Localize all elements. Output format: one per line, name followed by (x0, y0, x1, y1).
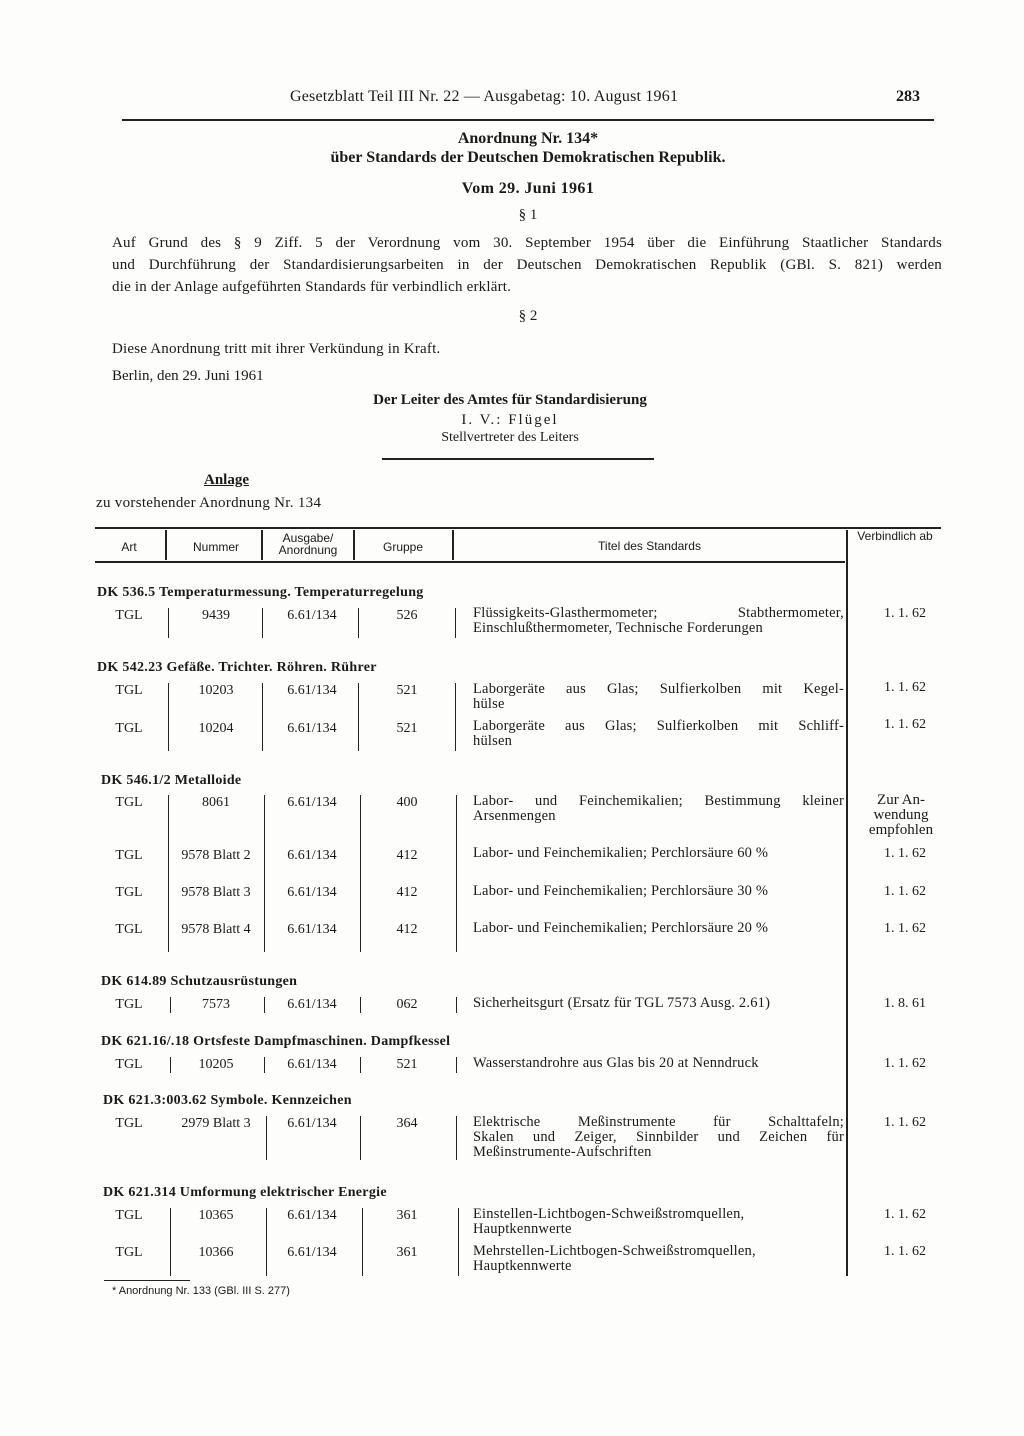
group-heading: DK 614.89 Schutzausrüstungen (101, 974, 298, 989)
cell-verbindlich: Zur An- wendung empfohlen (868, 792, 934, 838)
cell-nummer: 10204 (198, 721, 234, 736)
group-heading: DK 546.1/2 Metalloide (101, 773, 242, 788)
section-1-paragraph (112, 232, 942, 298)
cell-verbindlich: 1. 8. 61 (884, 996, 926, 1011)
cell-titel (473, 884, 844, 899)
footnote-rule (104, 1280, 190, 1281)
row-divider (458, 1208, 459, 1276)
cell-nummer: 10366 (198, 1245, 234, 1260)
row-divider (170, 1208, 171, 1276)
row-divider (360, 795, 361, 952)
cell-gruppe: 361 (396, 1208, 418, 1223)
cell-ausgabe: 6.61/134 (287, 848, 337, 863)
row-divider (264, 795, 265, 952)
row-divider (456, 997, 457, 1013)
cell-art: TGL (115, 795, 143, 810)
titel-line: Labor- und Feinchemikalien; Perchlorsäure 30 % (473, 883, 769, 899)
cell-art: TGL (115, 683, 143, 698)
titel-line: Labor- und Feinchemikalien; Perchlorsäure 20 % (473, 920, 769, 936)
signature-rule (382, 458, 654, 460)
document-title: Anordnung Nr. 134* (457, 130, 599, 147)
titel-line: Labor- und Feinchemikalien; Perchlorsäure 60 % (473, 845, 769, 861)
signature-role: Stellvertreter des Leiters (441, 430, 579, 445)
cell-titel (473, 846, 844, 861)
cell-nummer: 8061 (202, 795, 230, 810)
cell-titel (473, 1115, 844, 1160)
cell-ausgabe: 6.61/134 (287, 683, 337, 698)
column-header-gruppe: Gruppe (382, 540, 424, 554)
cell-gruppe: 400 (396, 795, 418, 810)
annex-subtitle: zu vorstehender Anordnung Nr. 134 (96, 495, 322, 511)
cell-titel (473, 606, 844, 636)
row-divider (456, 795, 457, 952)
row-divider (362, 1208, 363, 1276)
cell-titel (473, 996, 844, 1011)
cell-verbindlich: 1. 1. 62 (884, 606, 926, 621)
titel-line: Laborgeräte aus Glas; Sulfierkolben mit Kegel- (473, 681, 844, 697)
signature-office: Der Leiter des Amtes für Standardisierung (373, 392, 647, 408)
row-divider (168, 608, 169, 638)
titel-line: Elektrische Meßinstrumente für Schalttafeln; (473, 1114, 844, 1130)
column-header-art: Art (121, 540, 137, 554)
cell-verbindlich: 1. 1. 62 (884, 1056, 926, 1071)
cell-titel (473, 1244, 844, 1274)
cell-gruppe: 364 (396, 1116, 418, 1131)
titel-line: Sicherheitsgurt (Ersatz für TGL 7573 Ausg. 2.61) (473, 995, 771, 1011)
paragraph-line: und Durchführung der Standardisierungsarbeiten in der Deutschen Demokratischen Republik (GBl. S. 821) werden (112, 257, 942, 273)
cell-ausgabe: 6.61/134 (287, 721, 337, 736)
cell-gruppe: 062 (396, 997, 418, 1012)
cell-verbindlich: 1. 1. 62 (884, 921, 926, 936)
titel-line: Flüssigkeits-Glasthermometer; Stabthermometer, (473, 605, 844, 621)
cell-titel (473, 921, 844, 936)
cell-art: TGL (115, 1208, 143, 1223)
paragraph-line: Auf Grund des § 9 Ziff. 5 der Verordnung vom 30. September 1954 über die Einführung Staatlicher Standards (112, 235, 942, 251)
column-divider (261, 530, 263, 560)
cell-titel (473, 719, 844, 749)
table-top-rule (95, 527, 941, 529)
group-heading: DK 536.5 Temperaturmessung. Temperaturregelung (97, 585, 424, 600)
titel-line: Wasserstandrohre aus Glas bis 20 at Nenndruck (473, 1055, 759, 1071)
titel-line: Hauptkennwerte (473, 1258, 572, 1274)
cell-gruppe: 361 (396, 1245, 418, 1260)
cell-gruppe: 526 (396, 608, 418, 623)
cell-ausgabe: 6.61/134 (287, 795, 337, 810)
cell-ausgabe: 6.61/134 (287, 1208, 337, 1223)
cell-art: TGL (115, 848, 143, 863)
document-subtitle: über Standards der Deutschen Demokratischen Republik. (330, 149, 726, 166)
row-divider (262, 683, 263, 751)
row-divider (170, 997, 171, 1013)
cell-ausgabe: 6.61/134 (287, 1245, 337, 1260)
column-header-nummer: Nummer (192, 540, 239, 554)
column-header-ausgabe: Ausgabe/ Anordnung (278, 531, 338, 557)
paragraph-line: die in der Anlage aufgeführten Standards für verbindlich erklärt. (112, 279, 512, 295)
row-divider (358, 683, 359, 751)
cell-nummer: 7573 (202, 997, 230, 1012)
cell-nummer: 9439 (202, 608, 230, 623)
place-and-date: Berlin, den 29. Juni 1961 (112, 368, 264, 384)
row-divider (262, 608, 263, 638)
titel-line: Mehrstellen-Lichtbogen-Schweißstromquellen, (473, 1243, 756, 1259)
cell-ausgabe: 6.61/134 (287, 997, 337, 1012)
cell-verbindlich: 1. 1. 62 (884, 680, 926, 695)
document-date: Vom 29. Juni 1961 (461, 180, 595, 197)
cell-titel (473, 1056, 844, 1071)
cell-gruppe: 412 (396, 848, 418, 863)
table-header-rule (95, 561, 845, 563)
titel-line: Skalen und Zeiger, Sinnbilder und Zeichen für (473, 1129, 844, 1145)
group-heading: DK 621.16/.18 Ortsfeste Dampfmaschinen. Dampfkessel (101, 1034, 451, 1049)
cell-nummer: 10205 (198, 1057, 234, 1072)
cell-nummer: 2979 Blatt 3 (181, 1116, 251, 1131)
cell-titel (473, 794, 844, 824)
cell-ausgabe: 6.61/134 (287, 1057, 337, 1072)
page-number: 283 (896, 88, 920, 105)
cell-gruppe: 521 (396, 683, 418, 698)
cell-verbindlich: 1. 1. 62 (884, 717, 926, 732)
cell-nummer: 10365 (198, 1208, 234, 1223)
running-header: Gesetzblatt Teil III Nr. 22 — Ausgabetag: 10. August 1961 (290, 88, 679, 105)
annex-title: Anlage (204, 472, 249, 488)
titel-line: hülse (473, 696, 505, 712)
cell-ausgabe: 6.61/134 (287, 885, 337, 900)
column-divider (165, 530, 167, 560)
titel-line: Laborgeräte aus Glas; Sulfierkolben mit Schliff- (473, 718, 844, 734)
row-divider (358, 608, 359, 638)
row-divider (168, 683, 169, 751)
cell-ausgabe: 6.61/134 (287, 608, 337, 623)
group-heading: DK 621.314 Umformung elektrischer Energie (103, 1185, 387, 1200)
row-divider (455, 683, 456, 751)
cell-art: TGL (115, 885, 143, 900)
cell-art: TGL (115, 1116, 143, 1131)
row-divider (170, 1057, 171, 1073)
cell-titel (473, 682, 844, 712)
cell-verbindlich: 1. 1. 62 (884, 1244, 926, 1259)
row-divider (168, 795, 169, 952)
titel-line: Meßinstrumente-Aufschriften (473, 1144, 652, 1160)
column-header-verbindlich: Verbindlich ab (857, 529, 933, 543)
cell-nummer: 9578 Blatt 3 (181, 885, 251, 900)
cell-ausgabe: 6.61/134 (287, 922, 337, 937)
cell-nummer: 9578 Blatt 4 (181, 922, 251, 937)
cell-verbindlich: 1. 1. 62 (884, 1207, 926, 1222)
column-divider (353, 530, 355, 560)
section-1-marker: § 1 (518, 207, 538, 223)
header-rule (122, 119, 934, 121)
column-header-titel: Titel des Standards (598, 539, 701, 553)
row-divider (455, 608, 456, 638)
titel-line: Einstellen-Lichtbogen-Schweißstromquellen, (473, 1206, 745, 1222)
cell-verbindlich: 1. 1. 62 (884, 846, 926, 861)
section-2-paragraph: Diese Anordnung tritt mit ihrer Verkündung in Kraft. (112, 341, 441, 357)
cell-titel (473, 1207, 844, 1237)
section-2-marker: § 2 (518, 308, 538, 324)
cell-art: TGL (115, 1057, 143, 1072)
titel-line: Labor- und Feinchemikalien; Bestimmung kleiner (473, 793, 844, 809)
titel-line: hülsen (473, 733, 513, 749)
row-divider (456, 1116, 457, 1160)
row-divider (456, 1057, 457, 1073)
cell-verbindlich: 1. 1. 62 (884, 884, 926, 899)
titel-line: Einschlußthermometer, Technische Forderungen (473, 620, 764, 636)
row-divider (266, 1208, 267, 1276)
cell-art: TGL (115, 997, 143, 1012)
cell-gruppe: 521 (396, 1057, 418, 1072)
titel-line: Hauptkennwerte (473, 1221, 572, 1237)
cell-art: TGL (115, 721, 143, 736)
cell-ausgabe: 6.61/134 (287, 1116, 337, 1131)
group-heading: DK 621.3:003.62 Symbole. Kennzeichen (103, 1093, 352, 1108)
cell-nummer: 9578 Blatt 2 (181, 848, 251, 863)
table-right-divider (846, 530, 848, 1276)
cell-nummer: 10203 (198, 683, 234, 698)
titel-line: Arsenmengen (473, 808, 556, 824)
group-heading: DK 542.23 Gefäße. Trichter. Röhren. Rührer (97, 660, 377, 675)
cell-art: TGL (115, 608, 143, 623)
cell-art: TGL (115, 922, 143, 937)
cell-gruppe: 412 (396, 922, 418, 937)
cell-verbindlich: 1. 1. 62 (884, 1115, 926, 1130)
signature-name: I. V.: Flügel (461, 412, 559, 428)
cell-gruppe: 412 (396, 885, 418, 900)
cell-gruppe: 521 (396, 721, 418, 736)
footnote: * Anordnung Nr. 133 (GBl. III S. 277) (112, 1285, 290, 1297)
cell-art: TGL (115, 1245, 143, 1260)
column-divider (452, 530, 454, 560)
